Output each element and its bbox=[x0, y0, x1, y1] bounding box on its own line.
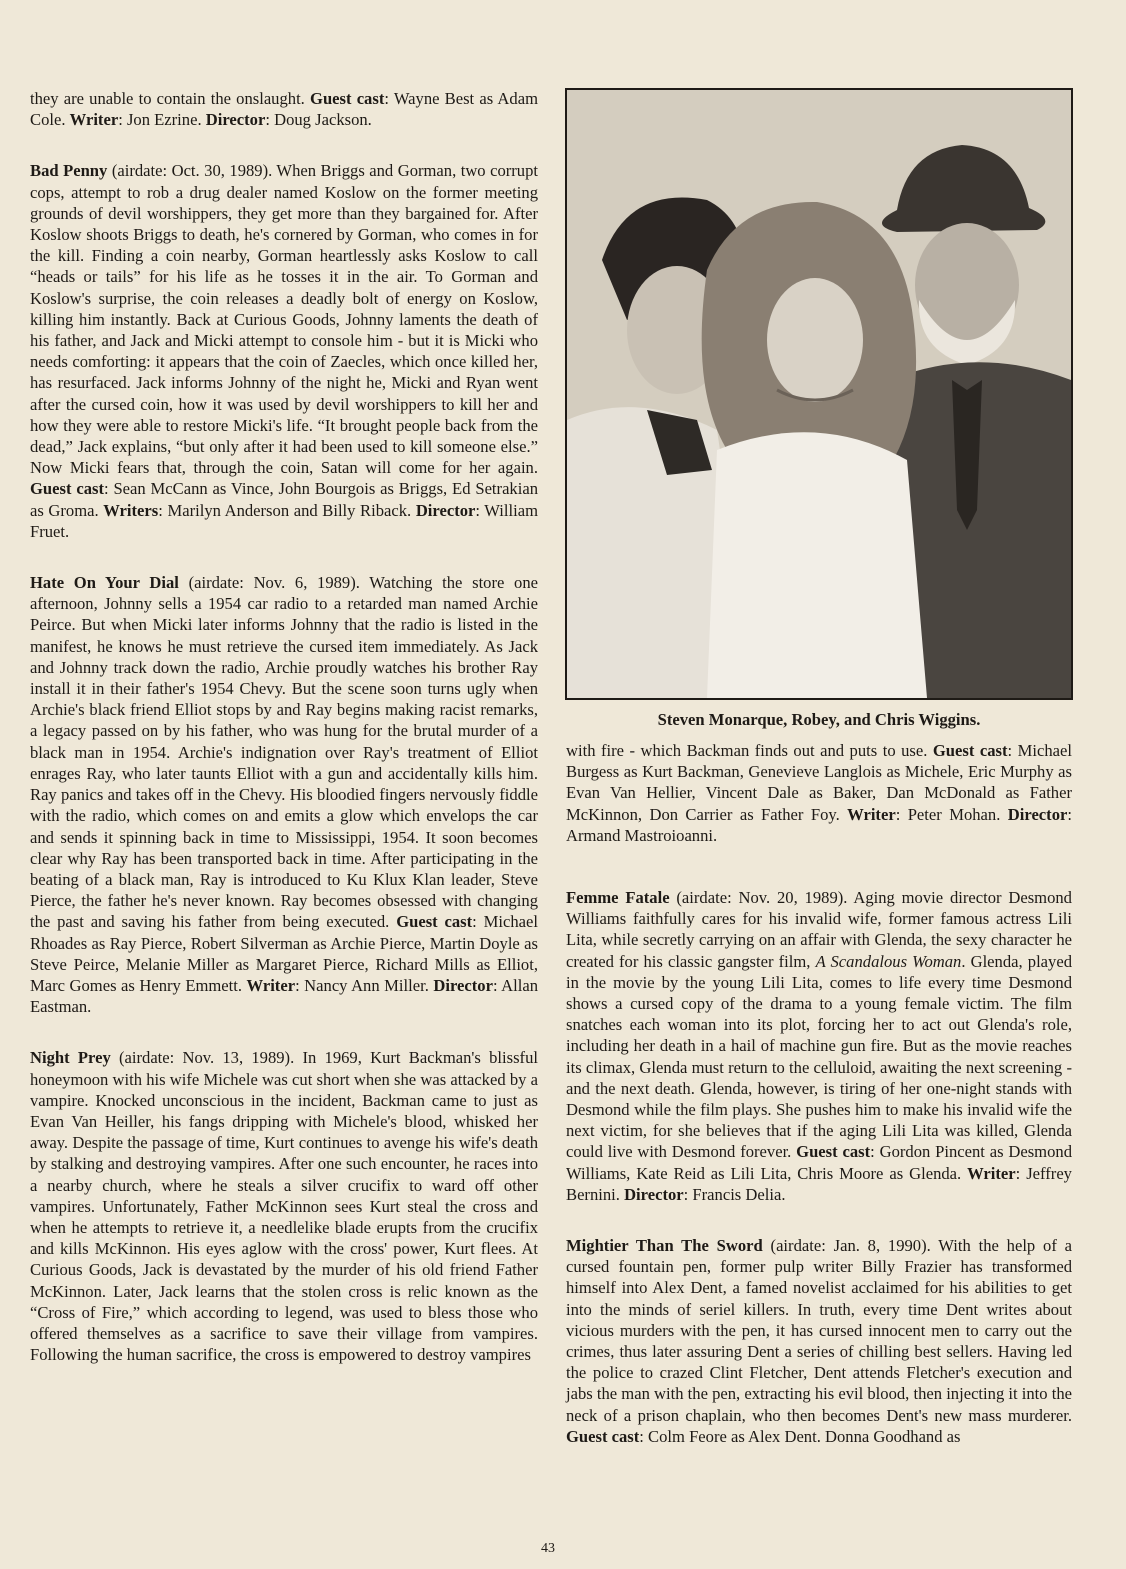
intro-paragraph: they are unable to contain the onslaught. Guest cast: Wayne Best as Adam Cole. Writer: Jon Ezrine. Director: Doug Jackson. bbox=[30, 89, 538, 130]
director-label: Director bbox=[433, 975, 493, 995]
cast-photo bbox=[565, 88, 1073, 700]
director-label: Director bbox=[415, 500, 476, 520]
writer-label: Writer bbox=[69, 110, 119, 130]
film-title: A Scandalous Woman bbox=[815, 951, 962, 971]
episode-femme-fatale: Femme Fatale (airdate: Nov. 20, 1989). Aging movie director Desmond Williams faithfully cares for his invalid wife, former famous actress Lili Lita, while secretly carrying on an affair with Glenda, the sexy character he created for his classic gangster film, A Scandalous Woman. Glenda, played in the movie by the young Lili Lita, comes to life every time Desmond shows a cursed copy of the drama to a young female victim. The film snatches each woman into its plot, forcing her to act out Glenda's role, including her death in a hail of machine gun fire. But as the movie reaches its climax, Glenda must return to the celluloid, awaiting the next screening - and the next death. Glenda, however, is tiring of her one-night stands with Desmond while the film plays. She pushes him to make his invalid wife the next victim, for she believes that if the aging Lili Lita was killed, Glenda could live with Desmond forever. Guest cast: Gordon Pincent as Desmond Williams, Kate Reid as Lili Lita, Chris Moore as Glenda. Writer: Jeffrey Bernini. Director: Francis Delia. bbox=[566, 888, 1073, 1204]
director-label: Director bbox=[1007, 804, 1068, 824]
guest-cast-label: Guest cast bbox=[310, 89, 385, 108]
writer-label: Writer bbox=[847, 804, 896, 824]
cast-photo-illustration bbox=[567, 90, 1071, 698]
episode-night-prey: Night Prey (airdate: Nov. 13, 1989). In 1969, Kurt Backman's blissful honeymoon with his wife Michele was cut short when she was attacked by a vampire. Knocked unconscious in the incident, Backman came to just as Evan Van Heiller, his fangs dripping with Michele's blood, whisked her away. Despite the passage of time, Kurt continues to avenge his wife's death by stalking and destroying vampires. After one such encounter, he races into a nearby church, where he steals a silver crucifix to ward off other vampires. Unfortunately, Father McKinnon sees Kurt steal the cross and when he attempts to retrieve it, a needlelike blade erupts from the crucifix and kills McKinnon. His eyes aglow with the cross' power, Kurt flees. At Curious Goods, Jack is devastated by the murder of his old friend Father McKinnon. Later, Jack learns that the stolen cross is relic known as the “Cross of Fire,” which according to legend, was used to bless those who offered themselves as a sacrifice to save their village from vampires. Following the human sacrifice, the cross is empowered to destroy vampires bbox=[30, 1048, 538, 1365]
director-label: Director bbox=[205, 110, 266, 130]
episode-title: Mightier Than The Sword bbox=[566, 1236, 763, 1256]
episode-title: Night Prey bbox=[30, 1048, 111, 1068]
episode-title: Femme Fatale bbox=[566, 888, 670, 907]
writer-label: Writers bbox=[103, 500, 159, 520]
episode-mightier-than-the-sword: Mightier Than The Sword (airdate: Jan. 8, 1990). With the help of a cursed fountain pen, former pulp writer Billy Frazier has transformed himself into Alex Dent, a famed novelist acclaimed for his abilities to get into the minds of seriel killers. In truth, every time Dent writes about vicious murders with the pen, it has cursed innocent men to carry out the crimes, thus later assuring Dent a series of chilling best sellers. Having led the police to crazed Clint Fletcher, Dent attends Fletcher's execution and jabs the man with the pen, extracting his evil blood, then injecting it into the neck of a prison chaplain, who then becomes Dent's new mass murderer. Guest cast: Colm Feore as Alex Dent. Donna Goodhand as bbox=[566, 1236, 1073, 1446]
writer-label: Writer bbox=[967, 1163, 1016, 1183]
guest-cast-label: Guest cast bbox=[932, 741, 1008, 760]
episode-title: Hate On Your Dial bbox=[30, 573, 179, 593]
photo-caption: Steven Monarque, Robey, and Chris Wiggins. bbox=[657, 710, 981, 729]
director-label: Director bbox=[624, 1184, 684, 1204]
right-column-top bbox=[566, 740, 1072, 846]
episode-hate-on-your-dial: Hate On Your Dial (airdate: Nov. 6, 1989). Watching the store one afternoon, Johnny sells a 1954 car radio to a retarded man named Archie Peirce. But when Micki later informs Johnny that the radio is listed in the manifest, he knows he must retrieve the cursed item immediately. As Jack and Johnny track down the radio, Archie proudly watches his brother Ray install it in their father's 1954 Chevy. But the scene soon turns ugly when Archie's black friend Elliot stops by and Ray begins making racist remarks, a legacy passed on by his father, who was hung for the brutal murder of a black man in 1954. Archie's indignation over Ray's treatment of Elliot enrages Ray, who later taunts Elliot with a gun and accidentally kills him. Ray panics and takes off in the Chevy. His bloodied fingers nervously fiddle with the radio, which comes on and emits a glow which envelops the car and sends it spinning back in time to Mississippi, 1954. It soon becomes clear why Ray has been transported back in time. After participating in the beating of a black man, Ray is introduced to Ku Klux Klan leader, Steve Pierce, the father he's never known. Ray becomes obsessed with changing the past and saving his father from being executed. Guest cast: Michael Rhoades as Ray Pierce, Robert Silverman as Archie Pierce, Martin Doyle as Steve Peirce, Melanie Miller as Margaret Pierce, Richard Mills as Elliot, Marc Gomes as Henry Emmett. Writer: Nancy Ann Miller. Director: Allan Eastman. bbox=[30, 573, 539, 1017]
left-column bbox=[30, 88, 538, 1365]
episode-bad-penny: Bad Penny (airdate: Oct. 30, 1989). When Briggs and Gorman, two corrupt cops, attempt to rob a drug dealer named Koslow on the former meeting grounds of devil worshippers, they get more than they bargained for. After Koslow shoots Briggs to death, he's cornered by Gorman, who comes in for the kill. Finding a coin nearby, Gorman heartlessly asks Koslow to call “heads or tails” for his life as he tosses it in the air. To Gorman and Koslow's surprise, the coin releases a deadly bolt of energy on Koslow, killing him instantly. Back at Curious Goods, Johnny laments the death of his father, and Jack and Micki attempt to console him - but it is Micki who needs comforting: it appears that the coin of Zaecles, which once killed her, has resurfaced. Jack informs Johnny of the night he, Micki and Ryan went after the cursed coin, how it was used by devil worshippers to kill her and how they were able to restore Micki's life. “It brought people back from the dead,” Jack explains, “but only after it had been used to kill someone else.” Now Micki fears that, through the coin, Satan will come for her again. Guest cast: Sean McCann as Vince, John Bourgois as Briggs, Ed Setrakian as Groma. Writers: Marilyn Anderson and Billy Riback. Director: William Fruet. bbox=[30, 161, 539, 541]
episode-title: Bad Penny bbox=[30, 161, 108, 181]
guest-cast-label: Guest cast bbox=[396, 912, 473, 932]
guest-cast-label: Guest cast bbox=[566, 1426, 640, 1446]
guest-cast-label: Guest cast bbox=[796, 1142, 871, 1162]
right-column-bottom bbox=[566, 887, 1072, 1447]
writer-label: Writer bbox=[246, 975, 296, 995]
night-prey-continued: with fire - which Backman finds out and puts to use. Guest cast: Michael Burgess as Kurt Backman, Genevieve Langlois as Michele, Eric Murphy as Evan Van Hellier, Vincent Dale as Baker, Dan McDonald as Father McKinnon, Don Carrier as Father Foy. Writer: Peter Mohan. Director: Armand Mastroioanni. bbox=[566, 741, 1072, 845]
guest-cast-label: Guest cast bbox=[30, 479, 104, 499]
page-number: 43 bbox=[541, 1541, 555, 1556]
